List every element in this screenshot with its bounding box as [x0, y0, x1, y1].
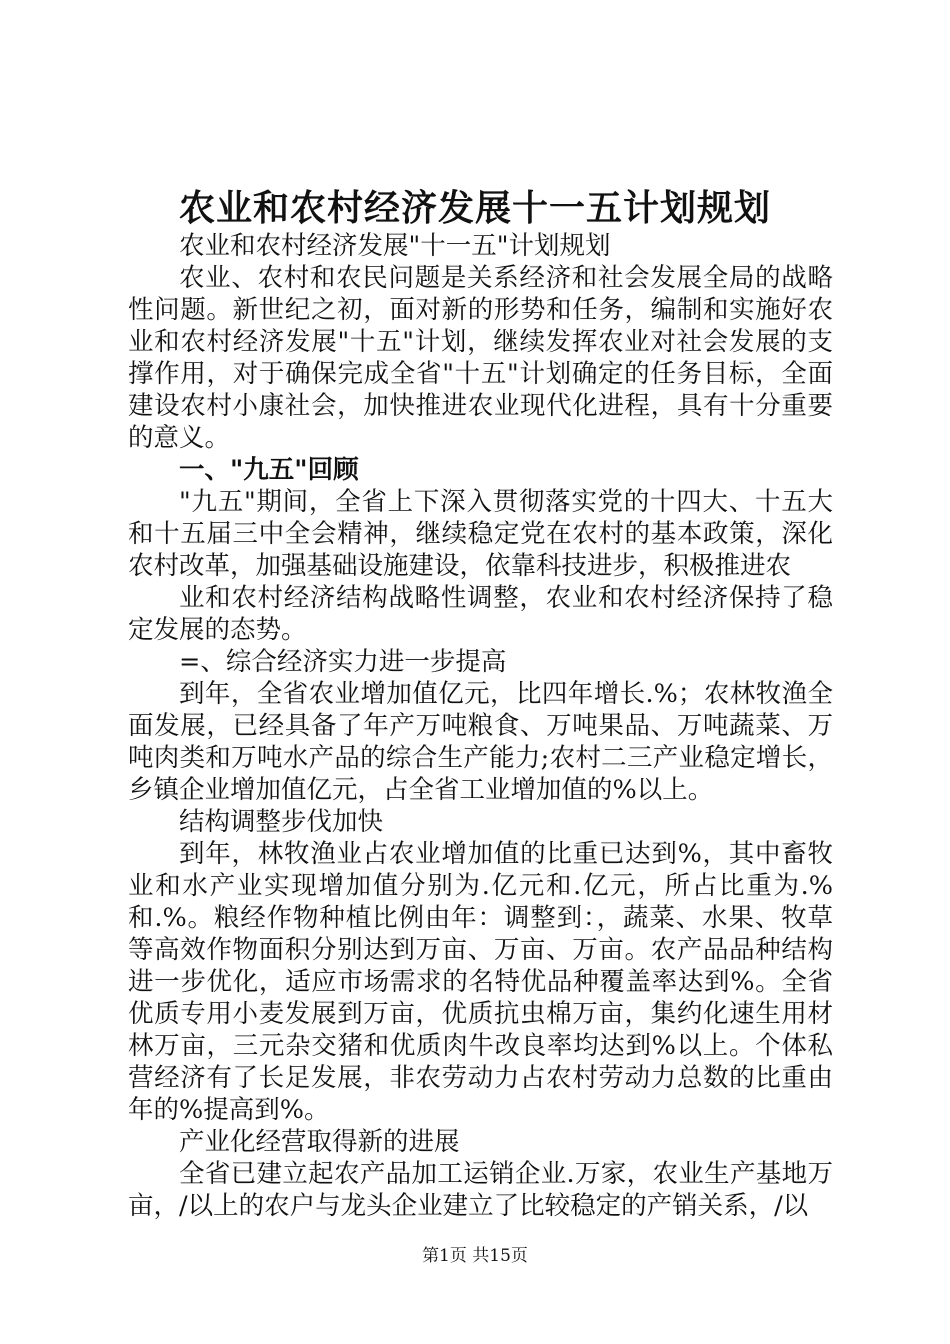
document-title: 农业和农村经济发展十一五计划规划 — [178, 187, 771, 229]
section-heading-economy: =、综合经济实力进一步提高 — [179, 647, 507, 677]
document-body — [128, 230, 833, 1222]
page-footer: 第1页 共15页 — [422, 1246, 528, 1266]
section-heading-industrialization: 产业化经营取得新的进展 — [179, 1127, 460, 1157]
paragraph-economy: 到年，全省农业增加值亿元，比四年增长.%；农林牧渔全面发展，已经具备了年产万吨粮食、万吨果品、万吨蔬菜、万吨肉类和万吨水产品的综合生产能力;农村二三产业稳定增长，乡镇企业增加值亿元，占全省工业增加值的%以上。 — [128, 679, 833, 805]
paragraph-review-continued: 业和农村经济结构战略性调整，农业和农村经济保持了稳定发展的态势。 — [128, 583, 833, 645]
paragraph-intro: 农业、农村和农民问题是关系经济和社会发展全局的战略性问题。新世纪之初，面对新的形势和任务，编制和实施好农业和农村经济发展"十五"计划，继续发挥农业对社会发展的支撑作用，对于确保完成全省"十五"计划确定的任务目标，全面建设农村小康社会，加快推进农业现代化进程，具有十分重要的意义。 — [128, 263, 833, 453]
paragraph-industrialization: 全省已建立起农产品加工运销企业.万家，农业生产基地万亩，/以上的农户与龙头企业建立了比较稳定的产销关系，/以 — [128, 1159, 833, 1221]
section-heading-structure: 结构调整步伐加快 — [179, 807, 384, 837]
paragraph-review: "九五"期间，全省上下深入贯彻落实党的十四大、十五大和十五届三中全会精神，继续稳定党在农村的基本政策，深化农村改革，加强基础设施建设，依靠科技进步，积极推进农 — [128, 487, 833, 581]
section-heading-review: 一、"九五"回顾 — [179, 455, 359, 485]
paragraph-subtitle: 农业和农村经济发展"十一五"计划规划 — [179, 231, 611, 261]
paragraph-structure: 到年，林牧渔业占农业增加值的比重已达到%，其中畜牧业和水产业实现增加值分别为.亿元和.亿元，所占比重为.%和.%。粮经作物种植比例由年：调整到：，蔬菜、水果、牧草等高效作物面积分别达到万亩、万亩、万亩。农产品品种结构进一步优化，适应市场需求的名特优品种覆盖率达到%。全省优质专用小麦发展到万亩，优质抗虫棉万亩，集约化速生用材林万亩，三元杂交猪和优质肉牛改良率均达到%以上。个体私营经济有了长足发展，非农劳动力占农村劳动力总数的比重由年的%提高到%。 — [128, 839, 833, 1125]
